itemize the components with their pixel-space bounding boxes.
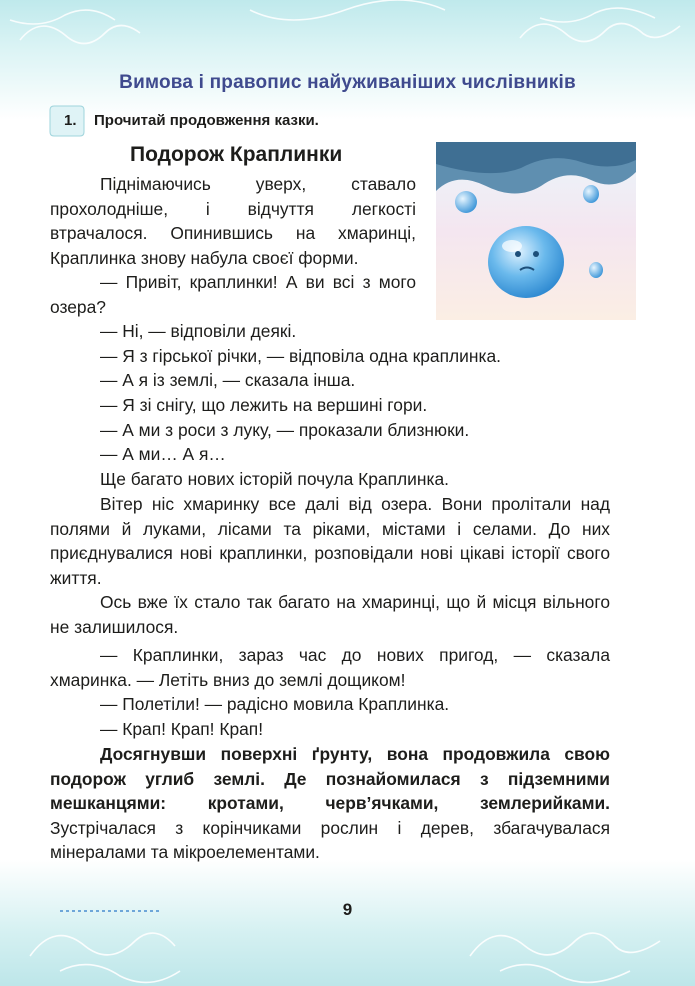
dialog-line-4: — Я зі снігу, що лежить на вершині гори. bbox=[100, 395, 428, 415]
lesson-header: Вимова і правопис найуживаніших числівників bbox=[119, 72, 576, 93]
dialog-line-6: — А ми… А я… bbox=[100, 444, 226, 464]
raindrop-on-cloud-picture bbox=[436, 142, 636, 320]
cloud-speech: — Краплинки, зараз час до нових пригод, — сказала хмаринка. — Летіть вниз до землі дощиком! bbox=[50, 645, 610, 690]
flew-line: — Полетіли! — радісно мовила Краплинка. bbox=[100, 694, 450, 714]
greeting-line: — Привіт, краплинки! А ви всі з мого озера? bbox=[50, 272, 416, 317]
dialog-line-7: Ще багато нових історій почула Краплинка. bbox=[100, 469, 449, 489]
final-regular-text: Зустрічалася з корінчиками рослин і дерев, збагачувалася мінералами та мікроелементами. bbox=[50, 817, 610, 863]
dialog-line-3: — А я із землі, — сказала інша. bbox=[100, 370, 356, 390]
paragraph-many: Ось вже їх стало так багато на хмаринці, що й місця вільного не залишилося. bbox=[50, 592, 610, 637]
intro-line-2: втрачалося. Опинившись на хмаринці, Краплинка знову набула своєї форми. bbox=[50, 223, 416, 268]
dialog-line-2: — Я з гірської річки, — відповіла одна краплинка. bbox=[100, 346, 501, 366]
dialog-line-5: — А ми з роси з луку, — проказали близнюки. bbox=[100, 420, 470, 440]
page-number: 9 bbox=[342, 900, 353, 919]
final-paragraph bbox=[50, 742, 610, 865]
paragraph-wind: Вітер ніс хмаринку все далі від озера. Вони пролітали над полями й луками, лісами та ріками, містами і селами. До них приєднувалися нові краплинки, розповідали нові цікаві історії свого життя. bbox=[50, 494, 610, 588]
task-number: 1. bbox=[64, 112, 77, 129]
dialog-line-1: — Ні, — відповіли деякі. bbox=[100, 321, 297, 341]
drip-line: — Крап! Крап! Крап! bbox=[100, 719, 264, 739]
intro-line-1: Піднімаючись уверх, ставало прохолодніше, і відчуття легкості bbox=[50, 174, 416, 219]
story-title: Подорож Краплинки bbox=[130, 143, 343, 166]
task-instruction: Прочитай продовження казки. bbox=[94, 112, 319, 129]
final-bold-text: Досягнувши поверхні ґрунту, вона продовжила свою подорож углиб землі. Де познайомилася з підземними мешканцями: кротами, черв’ячками, землерийками. bbox=[50, 744, 610, 814]
